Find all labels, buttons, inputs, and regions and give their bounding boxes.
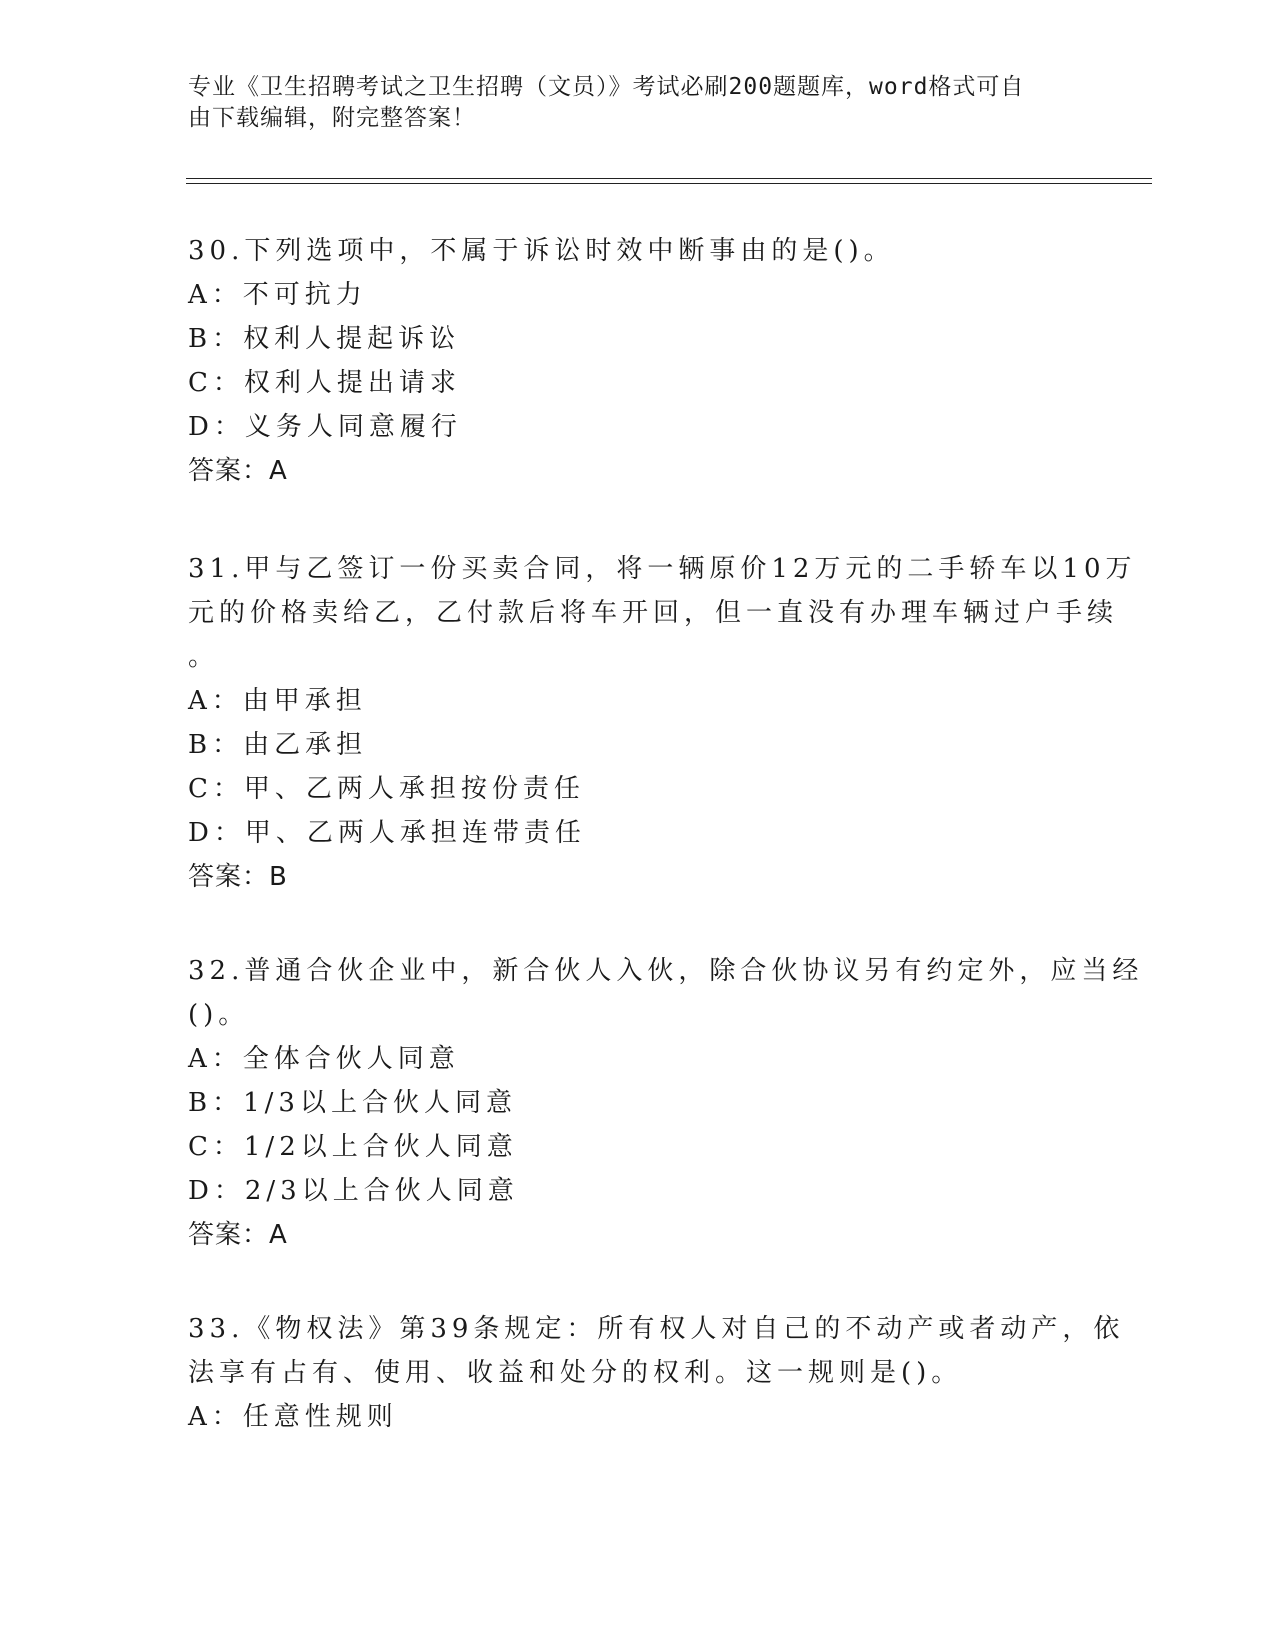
option-b: B：1/3以上合伙人同意 bbox=[188, 1088, 517, 1118]
question-stem: 32.普通合伙企业中，新合伙人入伙，除合伙协议另有约定外，应当经 bbox=[188, 956, 1144, 986]
question-stem: 法享有占有、使用、收益和处分的权利。这一规则是()。 bbox=[188, 1358, 963, 1388]
answer-label: 答案：A bbox=[188, 456, 288, 486]
header-divider-bottom bbox=[186, 183, 1152, 184]
question-stem: 元的价格卖给乙，乙付款后将车开回，但一直没有办理车辆过户手续 bbox=[188, 598, 1119, 628]
option-b: B：由乙承担 bbox=[188, 730, 368, 760]
option-d: D：义务人同意履行 bbox=[188, 412, 462, 442]
option-a: A：不可抗力 bbox=[188, 280, 367, 310]
question-stem: ()。 bbox=[188, 1000, 250, 1030]
question-stem: 31.甲与乙签订一份买卖合同，将一辆原价12万元的二手轿车以10万 bbox=[188, 554, 1137, 584]
option-d: D：2/3以上合伙人同意 bbox=[188, 1176, 519, 1206]
option-a: A：全体合伙人同意 bbox=[188, 1044, 460, 1074]
question-stem: 30.下列选项中，不属于诉讼时效中断事由的是()。 bbox=[188, 236, 895, 266]
answer-label: 答案：A bbox=[188, 1220, 288, 1250]
header-line-1: 专业《卫生招聘考试之卫生招聘（文员）》考试必刷200题题库，word格式可自 bbox=[188, 74, 1025, 100]
answer-label: 答案：B bbox=[188, 862, 288, 892]
option-c: C：权利人提出请求 bbox=[188, 368, 461, 398]
header-line-2: 由下载编辑，附完整答案！ bbox=[188, 105, 476, 131]
option-a: A：由甲承担 bbox=[188, 686, 367, 716]
option-b: B：权利人提起诉讼 bbox=[188, 324, 461, 354]
option-a: A：任意性规则 bbox=[188, 1402, 398, 1432]
question-stem: 。 bbox=[188, 642, 220, 672]
option-c: C：1/2以上合伙人同意 bbox=[188, 1132, 518, 1162]
document-header bbox=[188, 72, 1068, 134]
question-stem: 33.《物权法》第39条规定：所有权人对自己的不动产或者动产，依 bbox=[188, 1314, 1125, 1344]
option-c: C：甲、乙两人承担按份责任 bbox=[188, 774, 585, 804]
option-d: D：甲、乙两人承担连带责任 bbox=[188, 818, 586, 848]
header-divider-top bbox=[186, 178, 1152, 179]
